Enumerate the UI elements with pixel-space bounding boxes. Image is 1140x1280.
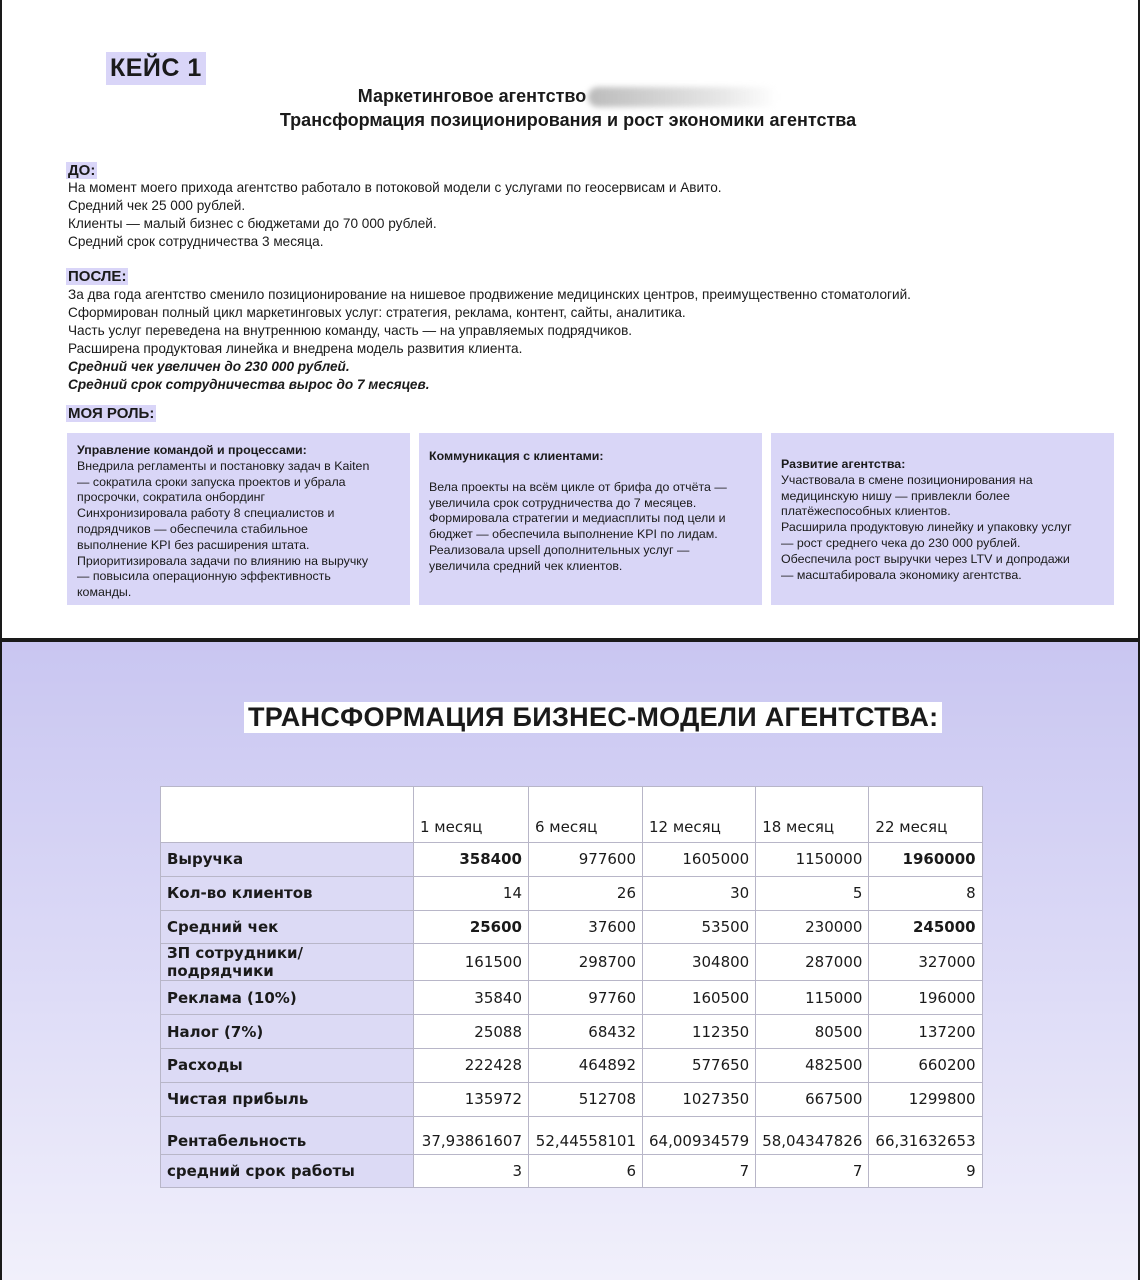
- title-line-1: [0, 86, 1136, 107]
- table-cell: 196000: [869, 981, 982, 1015]
- after-text: [68, 286, 1078, 394]
- table-cell: 115000: [756, 981, 869, 1015]
- case-label: КЕЙС 1: [106, 52, 206, 85]
- role-card-team: [67, 433, 410, 605]
- table-cell: 9: [869, 1154, 982, 1188]
- table-cell: 66,31632653: [869, 1116, 982, 1154]
- table-cell: 245000: [869, 910, 982, 944]
- card-line: Внедрила регламенты и постановку задач в Kaiten: [77, 458, 370, 473]
- card-line: увеличила срок сотрудничества до 7 месяцев.: [429, 495, 697, 510]
- table-row: [161, 1082, 983, 1116]
- table-cell: 25088: [414, 1015, 529, 1049]
- table-cell: 667500: [756, 1082, 869, 1116]
- role-card-growth: [771, 433, 1114, 605]
- card-line: выполнение KPI без расширения штата.: [77, 537, 310, 552]
- table-cell: 3: [414, 1154, 529, 1188]
- row-label: Рентабельность: [161, 1116, 414, 1154]
- table-cell: 660200: [869, 1048, 982, 1082]
- table-cell: 135972: [414, 1082, 529, 1116]
- column-header: 12 месяц: [643, 787, 756, 843]
- card-line: Приоритизировала задачи по влиянию на выручку: [77, 553, 369, 568]
- table-cell: 80500: [756, 1015, 869, 1049]
- table-cell: 112350: [643, 1015, 756, 1049]
- card-title: Коммуникация с клиентами:: [429, 449, 604, 463]
- table-cell: 1960000: [869, 843, 982, 877]
- table-header-row: [161, 787, 983, 843]
- table-row: [161, 843, 983, 877]
- after-line: Расширена продуктовая линейка и внедрена модель развития клиента.: [68, 341, 523, 356]
- table-cell: 7: [756, 1154, 869, 1188]
- before-line: Клиенты — малый бизнес с бюджетами до 70 000 рублей.: [68, 216, 437, 231]
- card-line: Формировала стратегии и медиасплиты под цели и: [429, 511, 726, 526]
- after-line: За два года агентство сменило позиционирование на нишевое продвижение медицинских центров, преимущественно стоматологий.: [68, 287, 911, 302]
- table-cell: 512708: [529, 1082, 643, 1116]
- card-line: платёжеспособных клиентов.: [781, 504, 951, 519]
- table-cell: 26: [529, 876, 643, 910]
- before-line: Средний чек 25 000 рублей.: [68, 198, 246, 213]
- table-cell: 37,93861607: [414, 1116, 529, 1154]
- table-row: [161, 1048, 983, 1082]
- row-label: Средний чек: [161, 910, 414, 944]
- row-label: Налог (7%): [161, 1015, 414, 1049]
- table-cell: 160500: [643, 981, 756, 1015]
- card-line: бюджет — обеспечила выполнение KPI по лидам.: [429, 527, 718, 542]
- table-row: [161, 876, 983, 910]
- after-emphasis: Средний срок сотрудничества вырос до 7 месяцев.: [68, 377, 430, 392]
- table-cell: 327000: [869, 944, 982, 981]
- table-cell: 5: [756, 876, 869, 910]
- card-line: Расширила продуктовую линейку и упаковку услуг: [781, 520, 1072, 535]
- row-label: ЗП сотрудники/подрядчики: [161, 944, 414, 981]
- role-card-clients: [419, 433, 762, 605]
- before-line: На момент моего прихода агентство работало в потоковой модели с услугами по геосервисам и Авито.: [68, 180, 722, 195]
- table-cell: 53500: [643, 910, 756, 944]
- table-cell: 14: [414, 876, 529, 910]
- column-header: 1 месяц: [414, 787, 529, 843]
- table-body: [161, 843, 983, 1188]
- role-heading: МОЯ РОЛЬ:: [68, 405, 155, 422]
- table-cell: 230000: [756, 910, 869, 944]
- card-line: Синхронизировала работу 8 специалистов и: [77, 506, 335, 521]
- row-label: Выручка: [161, 843, 414, 877]
- table-cell: 304800: [643, 944, 756, 981]
- card-line: увеличила средний чек клиентов.: [429, 558, 623, 573]
- before-text: [68, 179, 1078, 251]
- table-cell: 1150000: [756, 843, 869, 877]
- table-row: [161, 981, 983, 1015]
- column-header: 6 месяц: [529, 787, 643, 843]
- after-emphasis: Средний чек увеличен до 230 000 рублей.: [68, 359, 350, 374]
- table-row: [161, 1154, 983, 1188]
- table-row: [161, 1015, 983, 1049]
- table-row: [161, 910, 983, 944]
- redacted-name: [588, 87, 778, 107]
- card-line: — масштабировала экономику агентства.: [781, 567, 1022, 582]
- column-header: 22 месяц: [869, 787, 982, 843]
- table-cell: 464892: [529, 1048, 643, 1082]
- card-line: Вела проекты на всём цикле от брифа до отчёта —: [429, 479, 727, 494]
- table-cell: 161500: [414, 944, 529, 981]
- before-heading: ДО:: [68, 162, 96, 179]
- table-cell: 64,00934579: [643, 1116, 756, 1154]
- table-cell: 7: [643, 1154, 756, 1188]
- card-line: Обеспечила рост выручки через LTV и допродажи: [781, 551, 1070, 566]
- card-title: Управление командой и процессами:: [77, 443, 307, 457]
- table-cell: 1605000: [643, 843, 756, 877]
- table-cell: 577650: [643, 1048, 756, 1082]
- row-label: Реклама (10%): [161, 981, 414, 1015]
- after-heading: ПОСЛЕ:: [68, 268, 127, 285]
- table-cell: 30: [643, 876, 756, 910]
- card-line: Реализовала upsell дополнительных услуг —: [429, 542, 690, 557]
- card-line: — повысила операционную эффективность: [77, 569, 331, 584]
- card-line: Участвовала в смене позиционирования на: [781, 472, 1033, 487]
- card-line: — рост среднего чека до 230 000 рублей.: [781, 535, 1021, 550]
- column-header: [161, 787, 414, 843]
- table-cell: 68432: [529, 1015, 643, 1049]
- card-line: команды.: [77, 585, 132, 600]
- table-cell: 8: [869, 876, 982, 910]
- table-cell: 222428: [414, 1048, 529, 1082]
- table-row: [161, 1116, 983, 1154]
- table-cell: 298700: [529, 944, 643, 981]
- title-agency: Маркетинговое агентство: [357, 86, 587, 106]
- table-cell: 1299800: [869, 1082, 982, 1116]
- after-line: Часть услуг переведена на внутреннюю команду, часть — на управляемых подрядчиков.: [68, 323, 633, 338]
- table-cell: 52,44558101: [529, 1116, 643, 1154]
- metrics-table: [160, 786, 983, 1188]
- table-cell: 37600: [529, 910, 643, 944]
- row-label: Кол-во клиентов: [161, 876, 414, 910]
- table-cell: 482500: [756, 1048, 869, 1082]
- card-line: медицинскую нишу — привлекли более: [781, 488, 1010, 503]
- table-cell: 25600: [414, 910, 529, 944]
- card-line: подрядчиков — обеспечила стабильное: [77, 521, 308, 536]
- table-cell: 97760: [529, 981, 643, 1015]
- before-line: Средний срок сотрудничества 3 месяца.: [68, 234, 324, 249]
- table-title: ТРАНСФОРМАЦИЯ БИЗНЕС-МОДЕЛИ АГЕНТСТВА:: [244, 702, 942, 733]
- title-line-2: Трансформация позиционирования и рост экономики агентства: [279, 110, 857, 130]
- row-label: Чистая прибыль: [161, 1082, 414, 1116]
- table-cell: 358400: [414, 843, 529, 877]
- card-line: просрочки, сократила онбординг: [77, 490, 266, 505]
- table-cell: 137200: [869, 1015, 982, 1049]
- row-label: Расходы: [161, 1048, 414, 1082]
- column-header: 18 месяц: [756, 787, 869, 843]
- card-title: Развитие агентства:: [781, 457, 906, 471]
- after-line: Сформирован полный цикл маркетинговых услуг: стратегия, реклама, контент, сайты, аналитика.: [68, 305, 686, 320]
- table-cell: 35840: [414, 981, 529, 1015]
- card-line: — сократила сроки запуска проектов и убрала: [77, 474, 346, 489]
- table-cell: 1027350: [643, 1082, 756, 1116]
- table-cell: 6: [529, 1154, 643, 1188]
- table-cell: 58,04347826: [756, 1116, 869, 1154]
- table-cell: 977600: [529, 843, 643, 877]
- table-row: [161, 944, 983, 981]
- table-cell: 287000: [756, 944, 869, 981]
- row-label: средний срок работы: [161, 1154, 414, 1188]
